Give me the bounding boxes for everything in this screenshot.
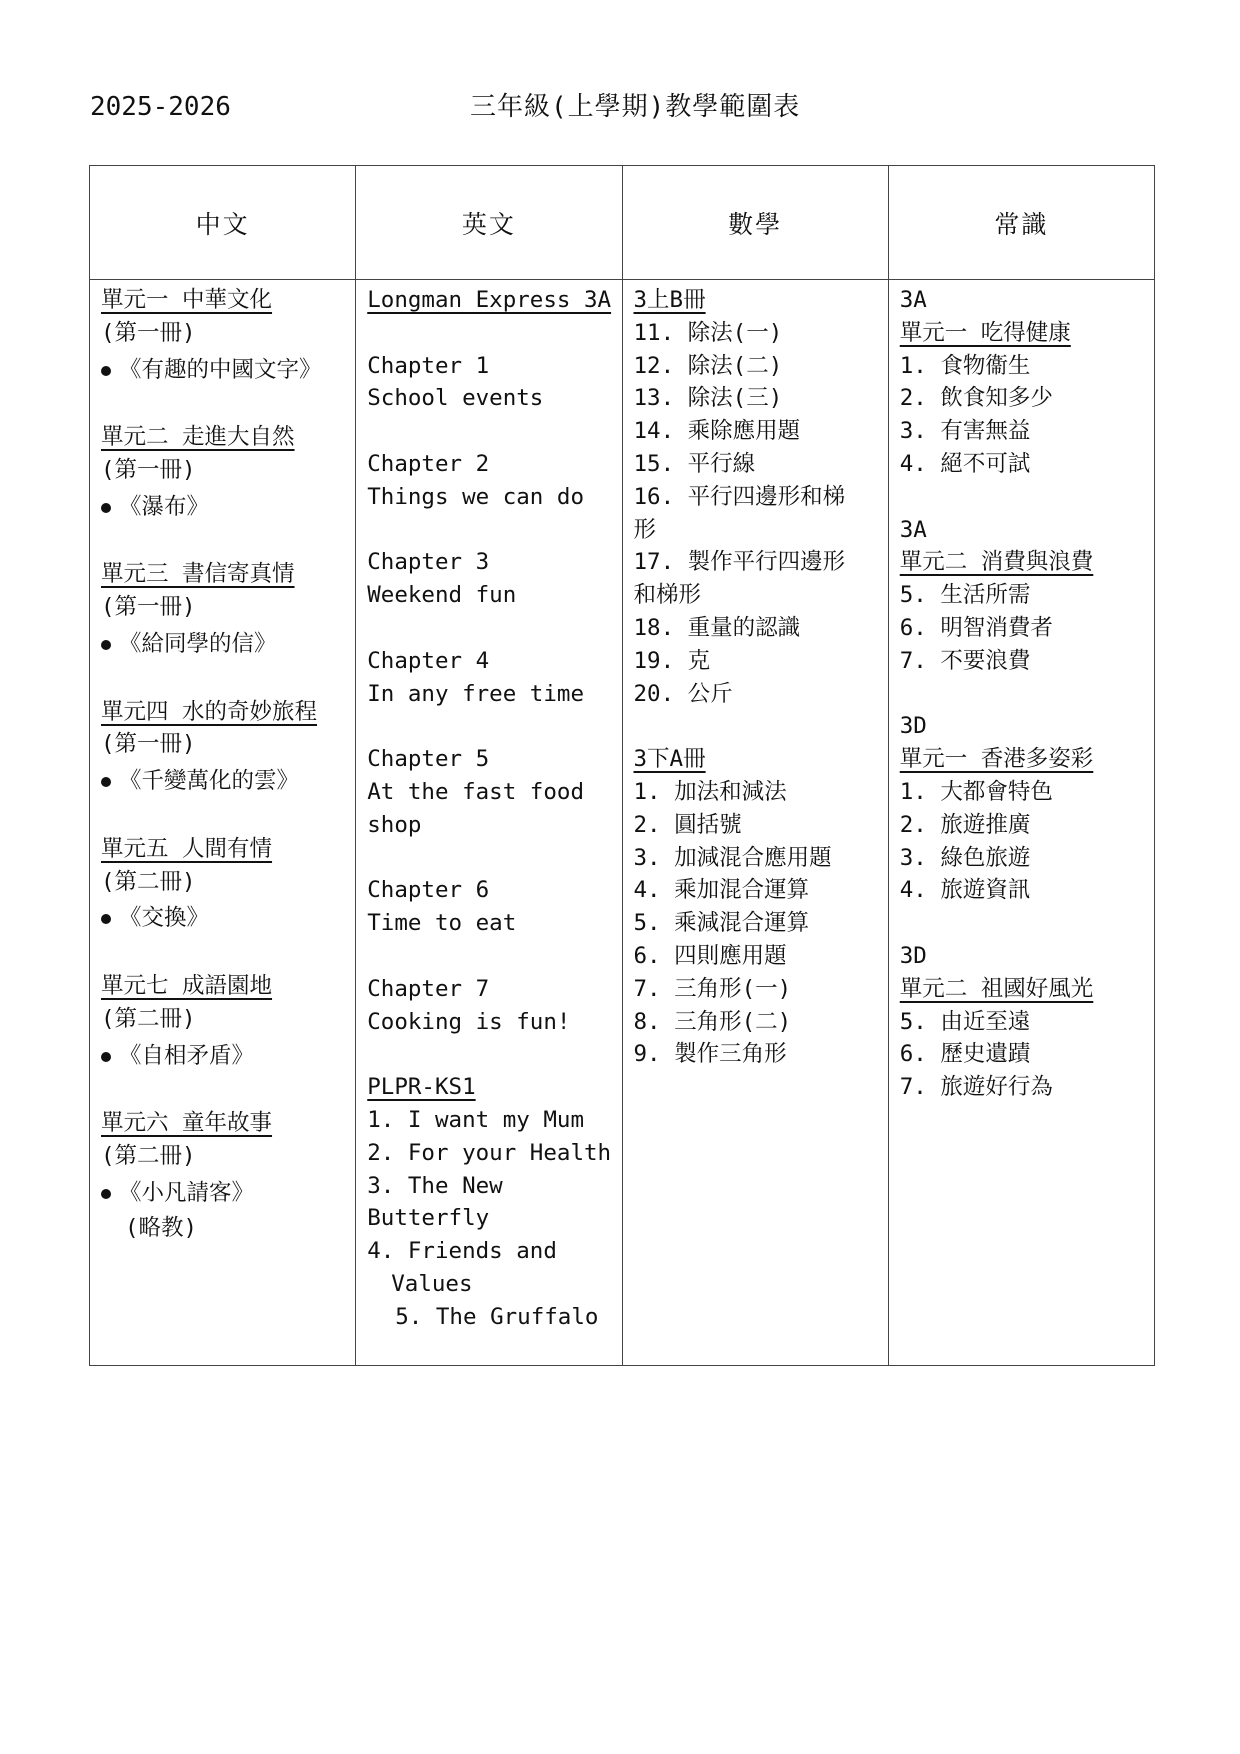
chapter-name-cont: shop (367, 811, 422, 838)
chapter-label: Chapter 6 (367, 877, 490, 904)
plpr-item: 4. Friends and (367, 1238, 557, 1265)
chapter-label: Chapter 2 (367, 450, 490, 477)
bullet-icon (101, 777, 111, 787)
gs-topic: 1. 食物衞生 (899, 352, 1031, 379)
content-row (90, 280, 1155, 1366)
lesson-item: 《自相矛盾》 (101, 1040, 345, 1073)
gs-topic: 6. 明智消費者 (899, 614, 1053, 641)
lesson-item: 《給同學的信》 (101, 628, 345, 661)
unit-book: (第一冊) (101, 456, 196, 483)
textbook-title: Longman Express 3A (367, 287, 612, 313)
bullet-icon (101, 503, 111, 513)
maths-topic: 9. 製作三角形 (633, 1041, 787, 1068)
chapter-name: In any free time (367, 680, 584, 707)
bullet-icon (101, 640, 111, 650)
column-header-chinese: 中文 (90, 166, 356, 280)
gs-unit-title: 單元二 消費與浪費 (899, 549, 1094, 576)
unit-title: 單元六 童年故事 (101, 1110, 273, 1137)
unit-book: (第二冊) (101, 1005, 196, 1032)
unit-book: (第一冊) (101, 731, 196, 758)
unit-title: 單元五 人間有情 (101, 835, 273, 862)
gs-topic: 6. 歷史遺蹟 (899, 1041, 1031, 1068)
gs-book: 3D (899, 942, 927, 969)
maths-topic: 12. 除法(二) (633, 352, 783, 379)
lesson-item: 《有趣的中國文字》 (101, 354, 345, 387)
chapter-name: Weekend fun (367, 582, 517, 609)
plpr-item-cont: Values (391, 1270, 473, 1297)
gs-book: 3A (899, 287, 927, 313)
bullet-icon (101, 1189, 111, 1199)
gs-topic: 5. 生活所需 (899, 582, 1031, 609)
maths-topic: 6. 四則應用題 (633, 942, 787, 969)
maths-topic: 3. 加減混合應用題 (633, 844, 832, 871)
maths-topic-cont: 形 (633, 516, 657, 543)
chapter-name: Things we can do (367, 483, 584, 510)
maths-topic: 11. 除法(一) (633, 319, 783, 346)
unit-title: 單元一 中華文化 (101, 287, 273, 313)
maths-topic: 7. 三角形(一) (633, 975, 792, 1002)
maths-topic: 16. 平行四邊形和梯 (633, 483, 846, 510)
lesson-item: 《瀑布》 (101, 491, 345, 524)
unit-title: 單元三 書信寄真情 (101, 561, 295, 588)
plpr-item-cont: Butterfly (367, 1205, 490, 1232)
unit-book: (第二冊) (101, 1142, 196, 1169)
plpr-item: 1. I want my Mum (367, 1106, 584, 1133)
gs-topic: 4. 旅遊資訊 (899, 877, 1031, 904)
maths-topic: 15. 平行線 (633, 450, 756, 477)
chapter-name: School events (367, 385, 544, 412)
gs-topic: 2. 飲食知多少 (899, 385, 1053, 412)
gs-book: 3D (899, 713, 927, 740)
gs-unit-title: 單元二 祖國好風光 (899, 975, 1094, 1002)
school-year: 2025-2026 (90, 92, 231, 122)
chapter-label: Chapter 3 (367, 549, 490, 576)
gs-topic: 1. 大都會特色 (899, 778, 1053, 805)
unit-book: (第一冊) (101, 319, 196, 346)
bullet-icon (101, 914, 111, 924)
plpr-item: 2. For your Health (367, 1139, 612, 1166)
gs-topic: 4. 絕不可試 (899, 450, 1031, 477)
column-header-english: 英文 (356, 166, 622, 280)
gs-topic: 7. 旅遊好行為 (899, 1074, 1053, 1101)
header-row (90, 166, 1155, 280)
maths-book-title: 3上B冊 (633, 287, 706, 313)
gs-topic: 7. 不要浪費 (899, 647, 1031, 674)
plpr-item: 3. The New (367, 1172, 503, 1199)
plpr-item: 5. The Gruffalo (395, 1303, 599, 1330)
unit-title: 單元四 水的奇妙旅程 (101, 698, 318, 725)
maths-topic: 4. 乘加混合運算 (633, 877, 810, 904)
chapter-name: At the fast food (367, 778, 584, 805)
unit-book: (第二冊) (101, 868, 196, 895)
gs-unit-title: 單元一 香港多姿彩 (899, 746, 1094, 773)
unit-title: 單元二 走進大自然 (101, 424, 295, 451)
maths-topic: 2. 圓括號 (633, 811, 742, 838)
maths-cell (622, 280, 888, 1366)
maths-topic: 20. 公斤 (633, 680, 733, 707)
unit-title: 單元七 成語園地 (101, 972, 273, 999)
lesson-item: 《交換》 (101, 902, 345, 935)
maths-topic: 19. 克 (633, 647, 711, 674)
maths-topic: 13. 除法(三) (633, 385, 783, 412)
chinese-cell (90, 280, 356, 1366)
maths-topic: 18. 重量的認識 (633, 614, 801, 641)
teaching-scope-table (89, 165, 1155, 1366)
document-title: 三年級(上學期)教學範圍表 (470, 92, 801, 122)
english-cell (356, 280, 622, 1366)
gs-topic: 3. 有害無益 (899, 418, 1031, 445)
maths-topic: 14. 乘除應用題 (633, 418, 801, 445)
chapter-name: Time to eat (367, 910, 517, 937)
bullet-icon (101, 1052, 111, 1062)
chapter-name: Cooking is fun! (367, 1008, 571, 1035)
lesson-item: 《小凡請客》 (101, 1177, 345, 1210)
maths-topic: 1. 加法和減法 (633, 778, 787, 805)
lesson-item: 《千變萬化的雲》 (101, 765, 345, 798)
gs-topic: 5. 由近至遠 (899, 1008, 1031, 1035)
maths-topic-cont: 和梯形 (633, 582, 702, 609)
unit-book: (第一冊) (101, 594, 196, 621)
column-header-general-studies: 常識 (888, 166, 1154, 280)
gs-topic: 3. 綠色旅遊 (899, 844, 1031, 871)
gs-topic: 2. 旅遊推廣 (899, 811, 1031, 838)
chapter-label: Chapter 4 (367, 647, 490, 674)
gs-unit-title: 單元一 吃得健康 (899, 319, 1071, 346)
chapter-label: Chapter 5 (367, 746, 490, 773)
maths-topic: 17. 製作平行四邊形 (633, 549, 846, 576)
maths-topic: 5. 乘減混合運算 (633, 910, 810, 937)
chapter-label: Chapter 1 (367, 352, 490, 379)
maths-topic: 8. 三角形(二) (633, 1008, 792, 1035)
gs-book: 3A (899, 516, 927, 543)
chapter-label: Chapter 7 (367, 975, 490, 1002)
plpr-title: PLPR-KS1 (367, 1074, 476, 1101)
lesson-note: (略教) (125, 1214, 198, 1241)
general-studies-cell (888, 280, 1154, 1366)
maths-book-title: 3下A冊 (633, 746, 706, 773)
bullet-icon (101, 366, 111, 376)
column-header-maths: 數學 (622, 166, 888, 280)
